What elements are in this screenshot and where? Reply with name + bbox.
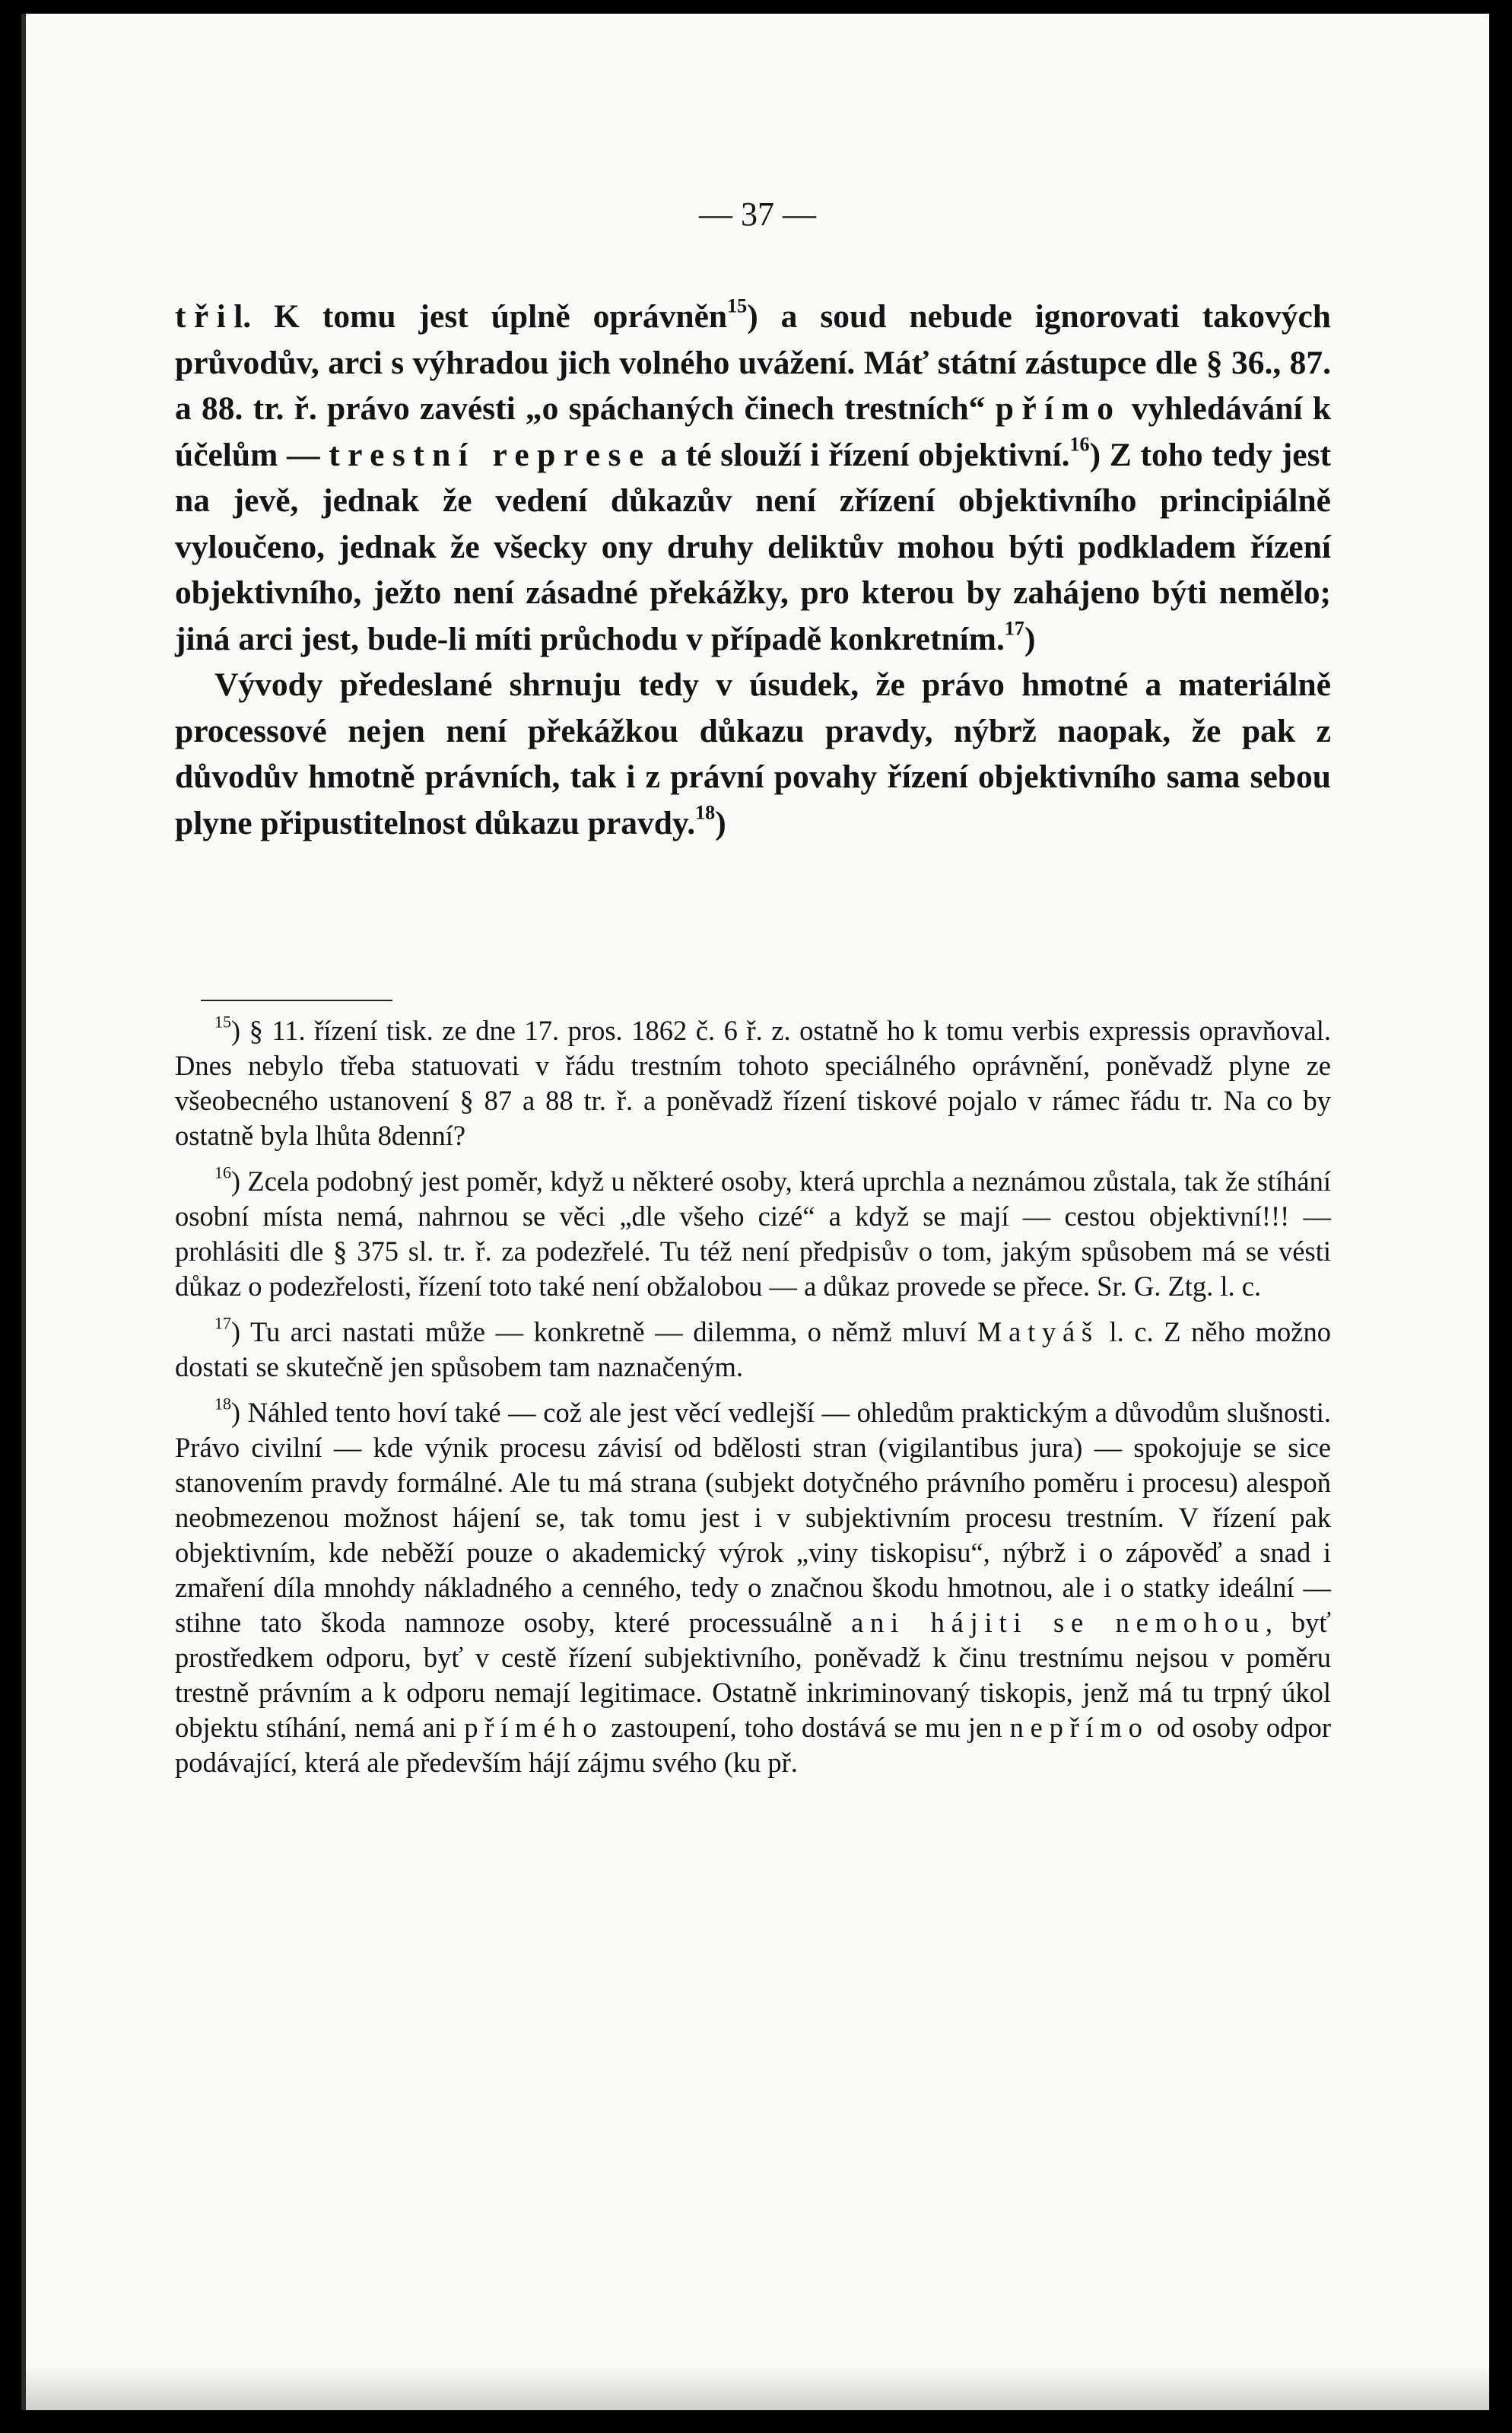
footnote-text: l. c. Z něho možno dostati se skutečně jen spůsobem tam naznačeným. [175,1316,1331,1382]
text-run: vyhledávání k účelům — [175,390,1332,473]
text-run: ) [715,804,726,841]
spaced-phrase-hajiti: ani hájiti se nemohou [851,1607,1266,1638]
footnote-18 [175,1395,1331,1780]
footnote-ref-15: 15 [727,294,748,317]
footnote-text: ) Náhled tento hoví také — což ale jest věcí vedlejší — ohledům praktickým a důvodům slušnosti. Právo civilní — kde výnik procesu závisí od bdělosti stran (vigilantibus jura) — spokojuje se sice stanovením pravdy formálné. Ale tu má strana (subjekt dotyčného právního poměru i procesu) alespoň neobmezenou možnost hájení se, tak tomu jest i v subjektivním procesu trestním. V řízení pak objektivním, kde neběží pouze o akademický výrok „viny tiskopisu“, nýbrž i o zápověď a snad i zmaření díla mnohdy nákladného a cenného, tedy o značnou škodu hmotnou, ale i o statky ideální — stihne tato škoda namnoze osoby, které processuálně [175,1397,1331,1638]
footnote-ref-17: 17 [1004,616,1024,639]
scan-edge-shadow [26,2365,1489,2410]
footnote-mark: 18 [214,1394,231,1414]
paragraph-2 [175,662,1331,846]
page-number: — 37 — [699,196,816,233]
footnote-text: ) § 11. řízení tisk. ze dne 17. pros. 1862 č. 6 ř. z. ostatně ho k tomu verbis expressis opravňoval. Dnes nebylo třeba statuovati v řádu trestním tohoto speciálného oprávnění, poněvadž plyne ze všeobecného ustanovení § 87 a 88 tr. ř. a poněvadž řízení tiskové pojalo v rámec řádu tr. Na co by ostatně byla lhůta 8denní? [175,1015,1331,1151]
footnote-divider [201,1000,392,1001]
text-run: a té slouží i řízení objektivní. [651,436,1070,473]
footnote-ref-16: 16 [1069,432,1090,455]
spaced-word-tri: tři [175,298,234,335]
footnote-ref-18: 18 [695,800,716,823]
footnote-text: , byť prostředkem odporu, byť v cestě řízení subjektivního, poněvadž k činu trestnímu nejsou v poměru trestně právním a k odporu nemají legitimace. Ostatně inkriminovaný tiskopis, jenž má tu trpný úkol objektu stíhání, nemá ani [175,1607,1332,1743]
footnote-text: ) Tu arci nastati může — konkretně — dilemma, o němž mluví [230,1316,977,1347]
footnote-text: ) Zcela podobný jest poměr, když u některé osoby, která uprchla a neznámou zůstala, tak že stíhání osobní místa nemá, nahrnou se věci „dle všeho cizé“ a když se mají — cestou objektivní!!! — prohlásiti dle § 375 sl. tr. ř. za podezřelé. Tu též není předpisův o tom, jakým spůsobem má se vésti důkaz o podezřelosti, řízení toto také není obžalobou — a důkaz provede se přece. Sr. G. Ztg. l. c. [175,1166,1331,1302]
footnote-15 [175,1013,1331,1153]
text-run: l. K tomu jest úplně oprávněn [233,298,728,335]
text-run: Vývody předeslané shrnuju tedy v úsudek, že právo hmotné a materiálně processové nejen není překážkou důkazu pravdy, nýbrž naopak, že pak z důvodův hmotně právních, tak i z právní povahy řízení objektivního sama sebou plyne připustitelnost důkazu pravdy. [175,666,1331,841]
footnote-mark: 17 [214,1313,231,1333]
spaced-word-primeho: přímého [464,1712,604,1743]
spaced-word-trestni-represe: trestní represe [329,436,652,473]
footnote-17 [175,1315,1331,1385]
text-run: ) a soud nebude ignorovati takových průvodův, arci s výhradou jich volného uvážení. Máť státní zástupce dle § 36., 87. a 88. tr. ř. právo zavésti „o spáchaných činech trestních“ [175,298,1331,427]
footnote-mark: 16 [214,1162,231,1182]
footnotes [175,1013,1331,1780]
spaced-word-primo: přímo [995,390,1122,427]
footnote-mark: 15 [214,1012,231,1032]
footnote-text: zastoupení, toho dostává se mu jen [603,1712,1010,1743]
spaced-name-matyas: Matyáš [977,1316,1099,1347]
spaced-word-neprimo: nepřímo [1009,1712,1149,1743]
book-page [21,14,1489,2410]
text-run: ) Z toho tedy jest na jevě, jednak že vedení důkazův není zřízení objektivního principiálně vyloučeno, jednak že všecky ony druhy deliktův mohou býti podkladem řízení objektivního, ježto není zásadné překážky, pro kterou by zahájeno býti nemělo; jiná arci jest, bude-li míti průchodu v případě konkretním. [175,436,1331,657]
text-run: ) [1024,620,1036,657]
footnote-text: od osoby odpor podávající, která ale především hájí zájmu svého (ku př. [175,1712,1331,1778]
paragraph-1 [175,294,1331,662]
footnote-16 [175,1164,1331,1304]
main-text [175,294,1331,846]
